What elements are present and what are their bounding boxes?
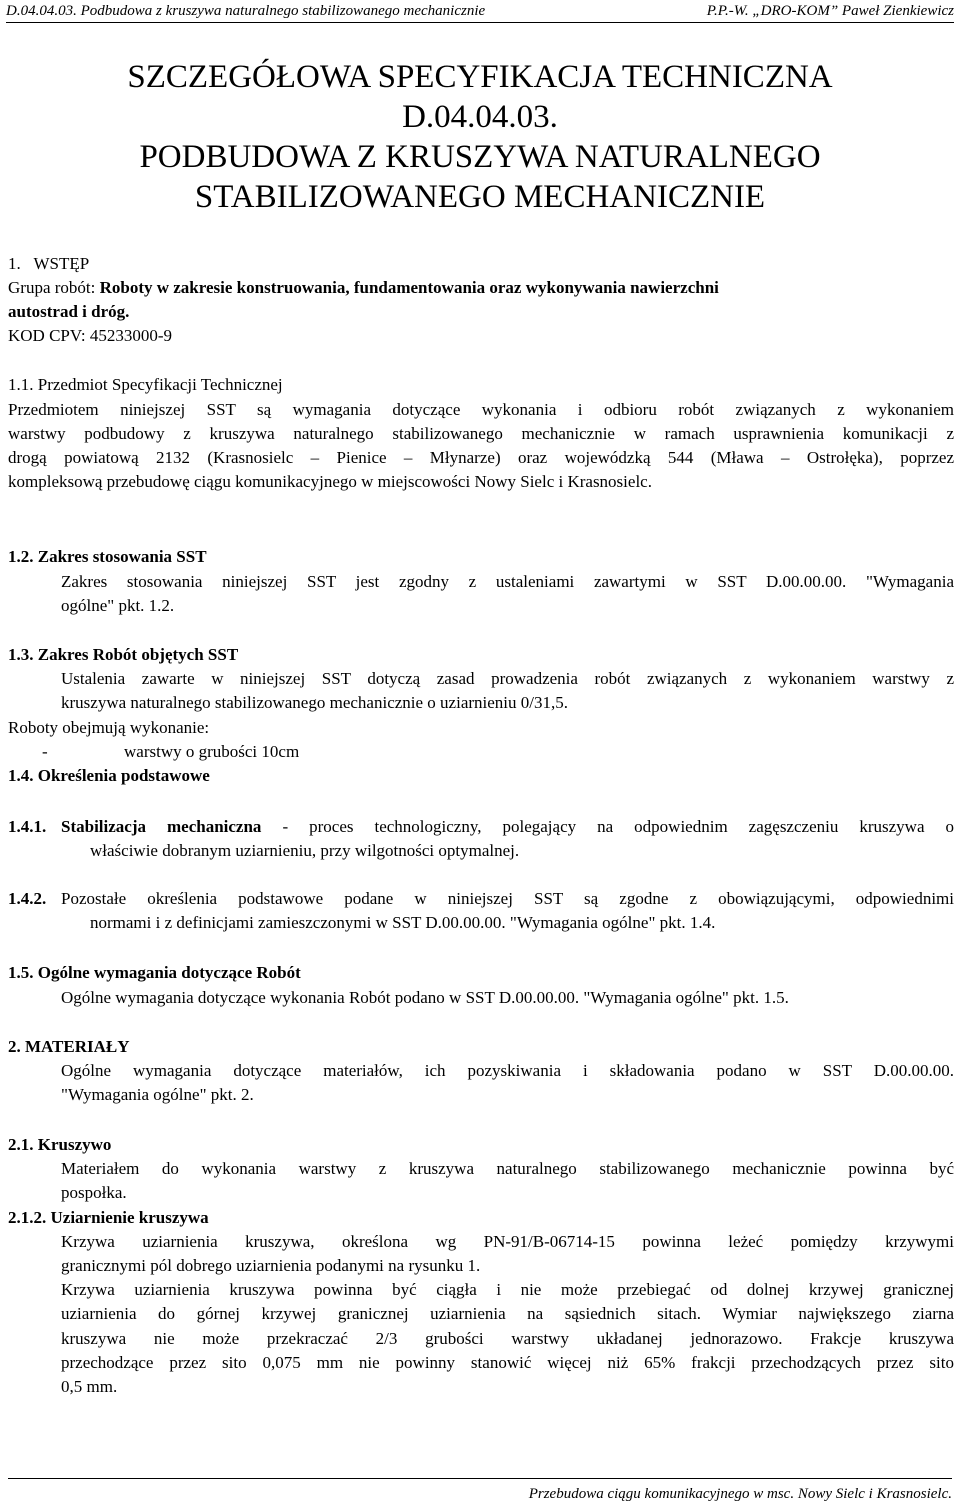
header-spec-code: D.04.04.03. Podbudowa z kruszywa naturalnego stabilizowanego mechanicznie — [6, 3, 486, 19]
section-1-3-text-line: kruszywa naturalnego stabilizowanego mechanicznie o uziarnieniu 0/31,5. — [61, 693, 568, 712]
definition-2-line: Pozostałe określenia podstawowe podane w niniejszej SST są zgodne z obowiązującymi, odpowiednimi — [61, 889, 954, 908]
section-1-3-text-line: Ustalenia zawarte w niniejszej SST dotyczą zasad prowadzenia robót związanych z wykonaniem warstwy z — [61, 669, 954, 688]
work-group-label: Grupa robót: — [8, 278, 100, 297]
section-2-1-heading: 2.1. Kruszywo — [8, 1135, 112, 1154]
scope-intro: Roboty obejmują wykonanie: — [8, 718, 210, 737]
section-2-1-2-text-line: Krzywa uziarnienia kruszywa, określona wg PN-91/B-06714-15 powinna leżeć pomiędzy krzywymi — [61, 1232, 954, 1251]
section-1-1-text-line: drogą powiatową 2132 (Krasnosielc – Pienice – Młynarze) oraz wojewódzką 544 (Mława – Ostrołęka), poprzez — [8, 448, 954, 467]
scope-list-item: warstwy o grubości 10cm — [124, 742, 300, 761]
section-1-5-heading: 1.5. Ogólne wymagania dotyczące Robót — [8, 963, 301, 982]
section-2-1-2-text-line: 0,5 mm. — [61, 1377, 118, 1396]
section-2-1-2-text-line: granicznymi pól dobrego uziarnienia podanymi na rysunku 1. — [61, 1256, 481, 1275]
definition-1-number: 1.4.1. — [8, 817, 47, 836]
definition-1-term: Stabilizacja mechaniczna — [61, 817, 262, 836]
section-1-3-heading: 1.3. Zakres Robót objętych SST — [8, 645, 239, 664]
footer-rule — [8, 1478, 952, 1479]
definition-1-line-cont: właściwie dobranym uziarnieniu, przy wilgotności optymalnej. — [90, 841, 520, 860]
header-company: P.P.-W. „DRO-KOM” Paweł Zienkiewicz — [706, 3, 954, 19]
section-2-heading: 2. MATERIAŁY — [8, 1037, 130, 1056]
section-1-1-text-line: Przedmiotem niniejszej SST są wymagania dotyczące wykonania i odbioru robót związanych z wykonaniem — [8, 400, 954, 419]
page-footer: Przebudowa ciągu komunikacyjnego w msc. Nowy Sielc i Krasnosielc. — [528, 1486, 952, 1502]
section-2-text-line: Ogólne wymagania dotyczące materiałów, ich pozyskiwania i składowania podano w SST D.00.00.00. — [61, 1061, 954, 1080]
definition-1-text: - proces technologiczny, polegający na odpowiednim zagęszczeniu kruszywa o — [261, 817, 954, 836]
section-1-4-heading: 1.4. Określenia podstawowe — [8, 766, 210, 785]
section-1-2-text-line: Zakres stosowania niniejszej SST jest zgodny z ustaleniami zawartymi w SST D.00.00.00. "Wymagania — [61, 572, 954, 591]
section-1-1-heading: 1.1. Przedmiot Specyfikacji Technicznej — [8, 375, 283, 394]
work-group-line — [8, 276, 954, 300]
section-1-5-text-line: Ogólne wymagania dotyczące wykonania Robót podano w SST D.00.00.00. "Wymagania ogólne" pkt. 1.5. — [61, 988, 789, 1007]
section-2-1-2-text-line: kruszywa nie może przekraczać 2/3 grubości warstwy układanej jednorazowo. Frakcje kruszywa — [61, 1329, 954, 1348]
section-2-1-text-line: Materiałem do wykonania warstwy z kruszywa naturalnego stabilizowanego mechanicznie powinna być — [61, 1159, 954, 1178]
doc-title-line4: STABILIZOWANEGO MECHANICZNIE — [194, 179, 766, 215]
section-2-1-text-line: pospołka. — [61, 1183, 127, 1202]
section-1-2-text-line: ogólne" pkt. 1.2. — [61, 596, 175, 615]
doc-title-line1: SZCZEGÓŁOWA SPECYFIKACJA TECHNICZNA — [127, 59, 833, 95]
scope-list-dash: - — [42, 742, 48, 761]
section-2-text-line: "Wymagania ogólne" pkt. 2. — [61, 1085, 254, 1104]
section-2-1-2-text-line: przechodzące przez sito 0,075 mm nie powinny stanowić więcej niż 65% frakcji przechodzących przez sito — [61, 1353, 954, 1372]
definition-1-line — [61, 815, 954, 839]
cpv-code: KOD CPV: 45233000-9 — [8, 326, 173, 345]
doc-title-code: D.04.04.03. — [402, 99, 558, 135]
doc-title-line3: PODBUDOWA Z KRUSZYWA NATURALNEGO — [139, 139, 821, 175]
page-header — [0, 0, 960, 22]
work-group-value: Roboty w zakresie konstruowania, fundamentowania oraz wykonywania nawierzchni — [99, 278, 719, 297]
definition-2-line-cont: normami i z definicjami zamieszczonymi w SST D.00.00.00. "Wymagania ogólne" pkt. 1.4. — [90, 913, 716, 932]
section-1-2-heading: 1.2. Zakres stosowania SST — [8, 547, 207, 566]
section-1-1-text-line: kompleksową przebudowę ciągu komunikacyjnego w miejscowości Nowy Sielc i Krasnosielc. — [8, 472, 652, 491]
section-2-1-2-heading: 2.1.2. Uziarnienie kruszywa — [8, 1208, 209, 1227]
definition-2-number: 1.4.2. — [8, 889, 47, 908]
section-1-1-text-line: warstwy podbudowy z kruszywa naturalnego stabilizowanego mechanicznie w ramach usprawnienia komunikacji z — [8, 424, 954, 443]
section-2-1-2-text-line: Krzywa uziarnienia kruszywa powinna być ciągła i nie może przebiegać od dolnej krzywej granicznej — [61, 1280, 954, 1299]
section-2-1-2-text-line: uziarnienia do górnej krzywej granicznej uziarnienia na sąsiednich sitach. Wymiar największego ziarna — [61, 1304, 954, 1323]
header-rule — [6, 22, 954, 23]
section-1-heading: 1. WSTĘP — [8, 254, 90, 273]
work-group-value-cont: autostrad i dróg. — [8, 302, 130, 321]
